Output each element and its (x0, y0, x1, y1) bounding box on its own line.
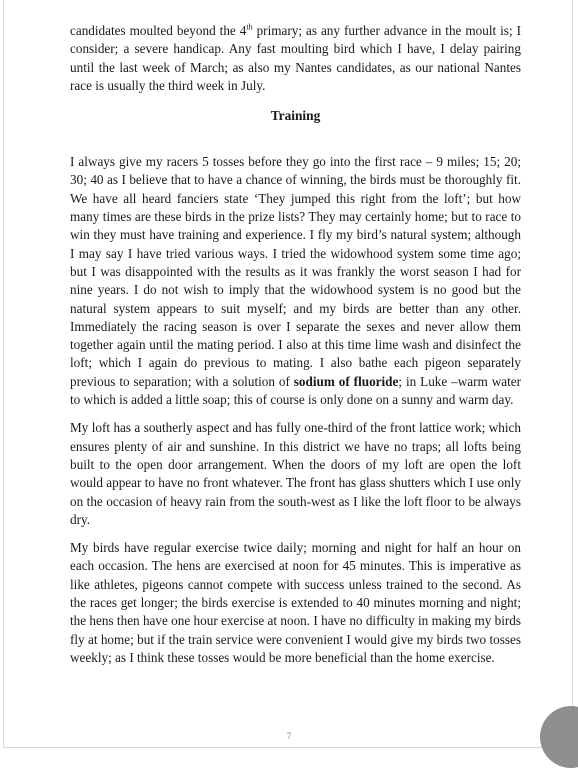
paragraph-intro-text-b: primary; as any further advance in the moult is; I consider; a severe handicap. Any fast moulting bird which I have, I delay pairing until the last week of March; as also my Nantes candidates, as our national Nantes race is usually the third week in July. (70, 23, 521, 93)
paragraph-training (70, 153, 521, 409)
paragraph-loft: My loft has a southerly aspect and has fully one-third of the front lattice work; which ensures plenty of air and sunshine. In this district we have no traps; all lofts being built to the open door arrangement. When the doors of my loft are open the loft would appear to have no front whatever. The front has glass shutters which I use only on the occasion of heavy rain from the south-west as I like the loft floor to be always dry. (70, 420, 521, 527)
page-number: 7 (286, 731, 292, 741)
section-heading: Training (270, 108, 321, 124)
bold-term: sodium of fluoride (293, 373, 399, 389)
paragraph-intro-text-a: candidates moulted beyond the 4 (70, 23, 247, 38)
paragraph-intro (70, 22, 521, 95)
paragraph-training-text-a: I always give my racers 5 tosses before they go into the first race – 9 miles; 15; 20; 30; 40 as I believe that to have a chance of winning, the birds must be thoroughly fit. We have all heard fanciers state ‘They jumped this right from the loft’; but how many times are these birds in the prize lists? They may certainly home; but to race to win they must have training and experience. I fly my bird’s natural system; although I may say I have tried various ways. I tried the widowhood system some time ago; but I was disappointed with the results as it was frankly the worst season I had for nine years. I do not wish to imply that the widowhood system is no good but the natural system appears to suit myself; and my birds are better than any other. Immediately the racing season is over I separate the sexes and never allow them together again until the mating period. I also at this time lime wash and disinfect the loft; which I again do previous to mating. I also bathe each pigeon separately previous to separation; with a solution of (70, 154, 521, 389)
ordinal-suffix: th (246, 22, 253, 32)
paragraph-training-text-b: ; in Luke –warm water to which is added a little soap; this of course is only done on a sunny and warm day. (70, 373, 522, 408)
paragraph-exercise: My birds have regular exercise twice daily; morning and night for half an hour on each occasion. The hens are exercised at noon for 45 minutes. This is imperative as like athletes, pigeons cannot compete with success unless trained to the second. As the races get longer; the birds exercise is extended to 40 minutes morning and night; the hens then have one hour exercise at noon. I have no difficulty in making my birds fly at home; but if the train service were convenient I would give my birds two tosses weekly; as I think these tosses would be more beneficial than the home exercise. (70, 540, 521, 665)
document-body (70, 22, 521, 667)
